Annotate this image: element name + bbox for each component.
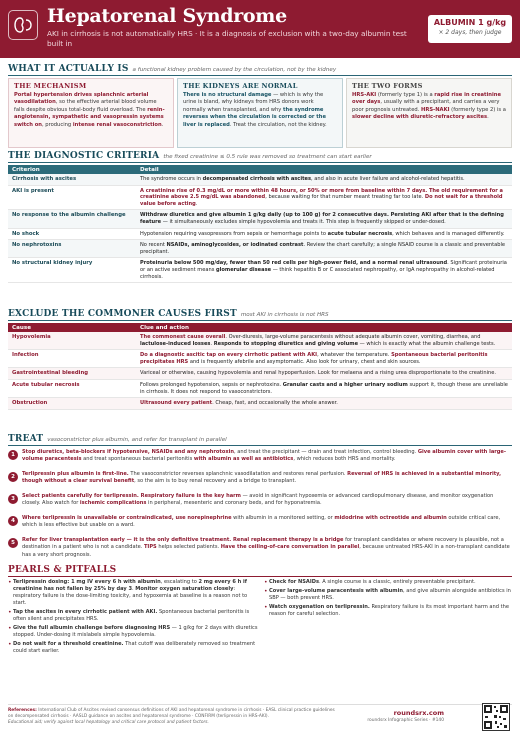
badge-sub: × 2 days, then judge — [438, 29, 502, 36]
step-number: 5 — [8, 538, 18, 548]
card-body: There is no structural damage — which is why the urine is bland, why kidneys from HRS donors work normally when transplanted, and why the syndrome reverses when the circulation is corrected or the liver is replaced. Treat the circulation, not the kidney. — [183, 92, 327, 128]
card-body: HRS-AKI (formerly type 1) is a rapid rise in creatinine over days, usually with a precipitant, and carries a very poor prognosis untreated. HRS-NAKI (formerly type 2) is a slower decline with diuretic-refractory ascites. — [352, 92, 506, 121]
causes-table — [8, 323, 512, 410]
card-title: THE KIDNEYS ARE NORMAL — [183, 82, 298, 90]
pearls-left — [8, 579, 258, 657]
card-kidneys-normal — [177, 78, 343, 148]
card-two-forms — [346, 78, 512, 148]
section-title-pearls: PEARLS & PITFALLS — [8, 565, 117, 575]
list-item: • Check for NSAIDs. A single course is a classic, entirely preventable precipitant. — [264, 579, 476, 586]
section-note: vasoconstrictor plus albumin, and refer for transplant in parallel — [47, 437, 227, 443]
section-note: a functional kidney problem caused by the circulation, not by the kidney — [132, 67, 337, 73]
step-number: 3 — [8, 494, 18, 504]
treatment-step: 3 Select patients carefully for terlipressin. Respiratory failure is the key harm — avoid in significant hypoxemia or advanced cardiopulmonary disease, and monitor oxygenation closely. Also watch for ischemic complications in peripheral, mesenteric and coronary beds, and for hyponatremia. — [8, 493, 512, 508]
table-row: No structural kidney injury Proteinuria below 500 mg/day, fewer than 50 red cells per high-power field, and a normal renal ultrasound. Significant proteinuria or an active sediment means glomerular disease — think hepatitis B or C associated nephropathy, or IgA nephropathy in alcohol-related cirrhosis. — [8, 258, 512, 283]
table-row: No shock Hypotension requiring vasopressors from sepsis or hemorrhage points to acute tubular necrosis, which behaves and is managed differently. — [8, 228, 512, 240]
badge-main: ALBUMIN 1 g/kg — [433, 18, 507, 27]
treatment-step: 5 Refer for liver transplantation early — it is the only definitive treatment. Renal replacement therapy is a bridge for transplant candidates or where recovery is plausible, not a destination in a patient who is not a candidate. TIPS helps selected patients. Have the ceiling-of-care conversation in parallel, because untreated HRS-AKI in a non-transplant candidate has a very short prognosis. — [8, 537, 512, 559]
page-title: Hepatorenal Syndrome — [47, 5, 287, 27]
card-title: THE MECHANISM — [14, 82, 87, 90]
step-number: 2 — [8, 472, 18, 482]
divider — [8, 320, 512, 321]
section-note: the fixed creatinine ≤ 0.5 rule was removed so treatment can start earlier — [163, 154, 372, 160]
card-title: THE TWO FORMS — [352, 82, 423, 90]
list-item: • Cover large-volume paracentesis with albumin, and give albumin alongside antibiotics in SBP — both prevent HRS. — [264, 588, 511, 601]
treatment-step: 2 Terlipressin plus albumin is first-line. The vasoconstrictor reverses splanchnic vasodilatation and restores renal perfusion. Reversal of HRS is achieved in a substantial minority, though without a clear survival benefit, so the aim is to buy renal recovery and a bridge to transplant. — [8, 471, 512, 486]
section-title-exclude: EXCLUDE THE COMMONER CAUSES FIRST most AKI in cirrhosis is not HRS — [8, 309, 329, 319]
table-row: Hypovolemia The commonest cause overall. Over-diuresis, large-volume paracentesis without adequate albumin cover, vomiting, diarrhea, and lactulose-induced losses. Responds to stopping diuretics and giving volume — which is exactly what the albumin challenge tests. — [8, 332, 512, 350]
section-title-what: WHAT IT ACTUALLY IS a functional kidney problem caused by the circulation, not by the kidney — [8, 64, 337, 74]
list-item: • Do not wait for a threshold creatinine. That cutoff was deliberately removed so treatment could start earlier. — [8, 641, 256, 654]
table-row: Obstruction Ultrasound every patient. Cheap, fast, and occasionally the whole answer. — [8, 398, 512, 410]
divider — [8, 162, 512, 163]
page-subtitle: AKI in cirrhosis is not automatically HRS · It is a diagnosis of exclusion with a two-day albumin test built in — [47, 29, 407, 48]
qr-code-icon — [482, 703, 510, 731]
table-row: No response to the albumin challenge Withdraw diuretics and give albumin 1 g/kg daily (up to 100 g) for 2 consecutive days. Persisting AKI after that is the defining feature — it simultaneously excludes simple hypovolemia and treats it. This step is frequently skipped or under-dosed. — [8, 210, 512, 228]
section-title-criteria: THE DIAGNOSTIC CRITERIA the fixed creatinine ≤ 0.5 rule was removed so treatment can start earlier — [8, 151, 372, 161]
table-header-row: Criterion Detail — [8, 165, 512, 174]
kidney-icon — [8, 10, 38, 40]
list-item: • Watch oxygenation on terlipressin. Respiratory failure is its most important harm and the reason for careful selection. — [264, 604, 509, 617]
list-item: • Tap the ascites in every cirrhotic patient with AKI. Spontaneous bacterial peritonitis is often silent and precipitates HRS. — [8, 609, 250, 622]
step-number: 1 — [8, 450, 18, 460]
table-row: Cirrhosis with ascites The syndrome occurs in decompensated cirrhosis with ascites, and also in acute liver failure and alcohol-related hepatitis. — [8, 174, 512, 185]
table-row: Acute tubular necrosis Follows prolonged hypotension, sepsis or nephrotoxins. Granular casts and a higher urinary sodium support it, though these are unreliable in cirrhosis. It does not respond to vasoconstrictors. — [8, 379, 512, 397]
table-header-row: Cause Clue and action — [8, 323, 512, 332]
table-row: Gastrointestinal bleeding Variceal or otherwise, causing hypovolemia and renal hypoperfusion. Look for melaena and a rising urea disproportionate to the creatinine. — [8, 368, 512, 380]
disclaimer: Educational aid; verify against local hepatology and critical care protocol and patient factors. — [8, 720, 209, 725]
treatment-step: 1 Stop diuretics, beta-blockers if hypotensive, NSAIDs and any nephrotoxin, and treat the precipitant — drain and treat infection, control bleeding. Give albumin cover with large-volume paracentesis and treat spontaneous bacterial peritonitis with albumin as well as antibiotics, which reduces both HRS and mortality. — [8, 449, 512, 464]
section-title-treat: TREAT vasoconstrictor plus albumin, and refer for transplant in parallel — [8, 434, 227, 444]
list-item: • Terlipressin dosing: 1 mg IV every 6 h with albumin, escalating to 2 mg every 6 h if creatinine has not fallen by 25% by day 3. Monitor oxygen saturation closely: respiratory failure is the dose-limiting toxicity, and hypoxemia at baseline is a reason not to start. — [8, 579, 248, 606]
refs-text: International Club of Ascites revised consensus definitions of AKI and hepatorenal syndrome in cirrhosis · EASL clinical practice guidelines on decompensated cirrhosis · AASLD guidance on ascites and hepatorenal syndrome · CONFIRM (terlipressin in HRS-AKI). — [8, 708, 335, 719]
table-row: Infection Do a diagnostic ascitic tap on every cirrhotic patient with AKI, whatever the temperature. Spontaneous bacterial peritonitis precipitates HRS and is frequently afebrile and asymptomatic. Also look for urinary, chest and skin sources. — [8, 350, 512, 368]
divider — [8, 445, 512, 446]
treatment-step: 4 Where terlipressin is unavailable or contraindicated, use norepinephrine with albumin in a monitored setting, or midodrine with octreotide and albumin outside critical care, which is less effective but usable on a ward. — [8, 515, 512, 530]
header-banner — [0, 0, 520, 58]
table-row: AKI is present A creatinine rise of 0.3 mg/dL or more within 48 hours, or 50% or more from baseline within 7 days. The old requirement for a creatinine above 2.5 mg/dL was abandoned, because waiting for that number meant treating far too late. Do not wait for a threshold value before acting. — [8, 185, 512, 210]
divider — [8, 576, 512, 577]
table-row: No nephrotoxins No recent NSAIDs, aminoglycosides, or iodinated contrast. Review the chart carefully; a single NSAID course is a classic and preventable precipitant. — [8, 240, 512, 258]
refs-label: References: — [8, 708, 37, 713]
criteria-table — [8, 165, 512, 283]
divider — [8, 75, 512, 76]
step-number: 4 — [8, 516, 18, 526]
series-label: roundsrx Infographic Series · #140 — [367, 718, 444, 723]
list-item: • Give the full albumin challenge before diagnosing HRS — 1 g/kg for 2 days with diuretics stopped. Under-dosing it mislabels simple hypovolemia. — [8, 625, 258, 638]
dose-badge — [428, 15, 512, 43]
pearls-right — [264, 579, 512, 620]
site-link[interactable]: roundsrx.com — [393, 709, 444, 717]
section-note: most AKI in cirrhosis is not HRS — [240, 312, 329, 318]
card-mechanism — [8, 78, 174, 148]
card-body: Portal hypertension drives splanchnic arterial vasodilatation, so the effective arterial blood volume falls despite obvious total-body fluid overload. The renin-angiotensin, sympathetic and vasopressin systems switch on, producing intense renal vasoconstriction. — [14, 92, 165, 128]
